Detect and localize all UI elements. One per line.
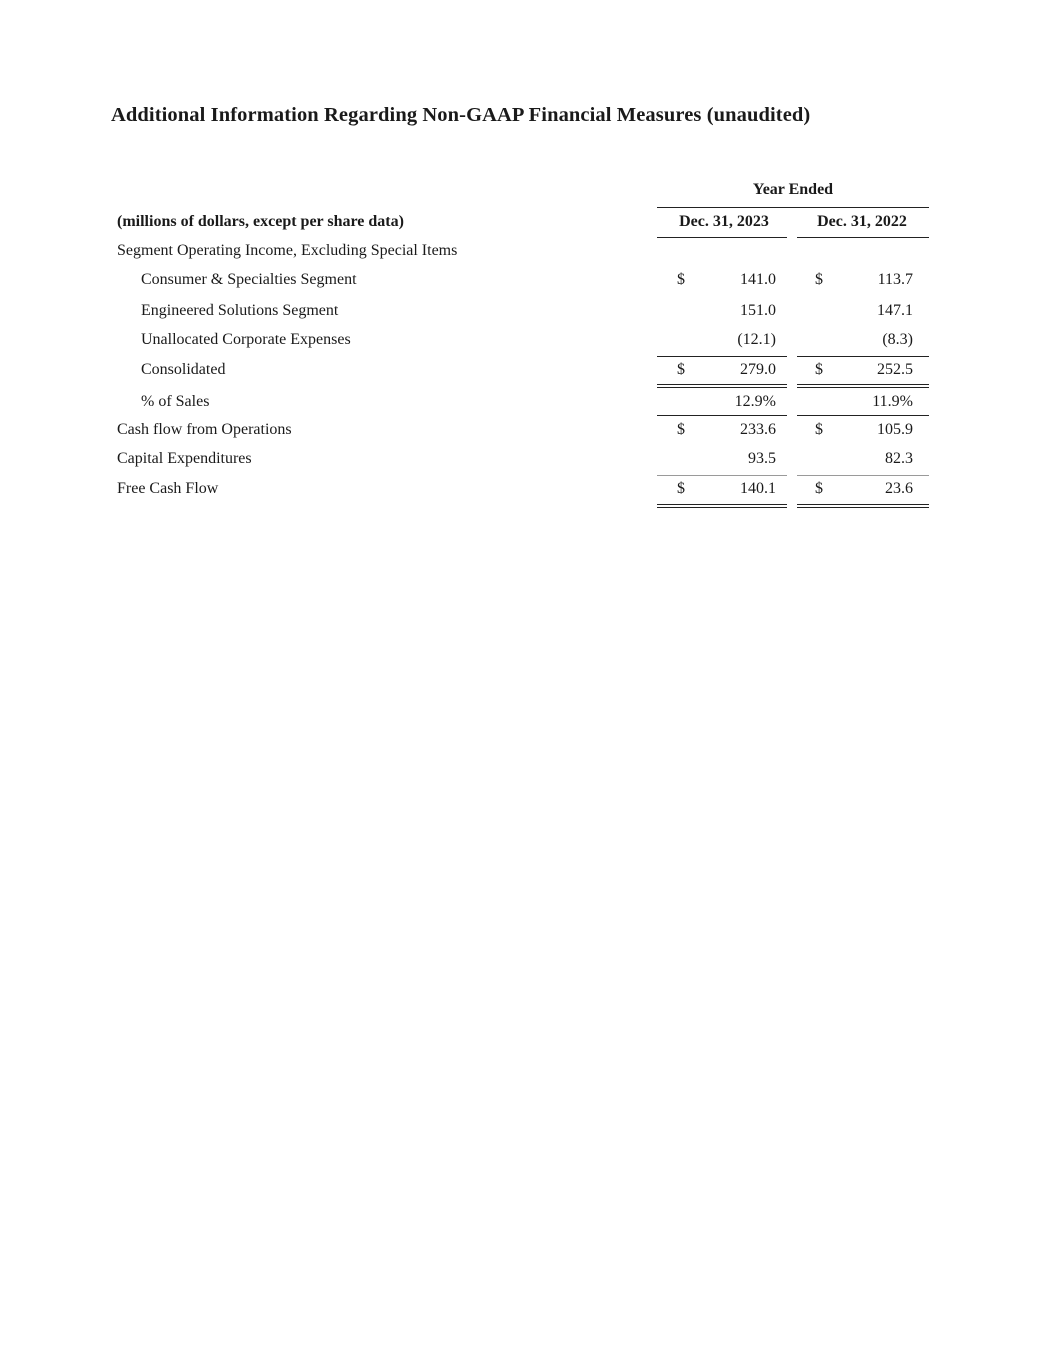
value-2023: 93.5 xyxy=(748,450,776,467)
total-double-rule xyxy=(797,504,929,508)
row-label: Engineered Solutions Segment xyxy=(141,302,339,319)
table-row-segment-operating-income xyxy=(0,242,1040,264)
row-label: Free Cash Flow xyxy=(117,480,219,497)
currency-symbol: $ xyxy=(815,480,823,497)
value-2023: 279.0 xyxy=(740,361,776,378)
table-row-consumer-specialties xyxy=(0,271,1040,293)
row-label: Segment Operating Income, Excluding Special Items xyxy=(117,242,458,259)
row-label: Cash flow from Operations xyxy=(117,421,292,438)
section-rule xyxy=(657,415,787,416)
value-2022: 105.9 xyxy=(877,421,913,438)
value-2023: 151.0 xyxy=(740,302,776,319)
value-2022: 23.6 xyxy=(885,480,913,497)
table-row-percent-of-sales xyxy=(0,393,1040,415)
currency-symbol: $ xyxy=(815,421,823,438)
column-header-rule xyxy=(657,237,787,238)
table-row-free-cash-flow xyxy=(0,480,1040,502)
value-2022: 113.7 xyxy=(877,271,913,288)
row-label: Consumer & Specialties Segment xyxy=(141,271,357,288)
period-header: Year Ended xyxy=(752,181,834,198)
units-label: (millions of dollars, except per share data) xyxy=(117,213,404,230)
value-2022: 11.9% xyxy=(872,393,913,410)
page-title: Additional Information Regarding Non-GAAP Financial Measures (unaudited) xyxy=(111,104,811,126)
currency-symbol: $ xyxy=(815,271,823,288)
value-2023: 140.1 xyxy=(740,480,776,497)
value-2023: (12.1) xyxy=(737,331,776,348)
row-label: Consolidated xyxy=(141,361,226,378)
value-2023: 141.0 xyxy=(740,271,776,288)
value-2022: 82.3 xyxy=(885,450,913,467)
column-header-rule xyxy=(797,237,929,238)
total-double-rule xyxy=(657,504,787,508)
subtotal-rule xyxy=(657,356,787,357)
currency-symbol: $ xyxy=(677,480,685,497)
section-rule xyxy=(797,415,929,416)
total-double-rule xyxy=(657,384,787,388)
period-header-rule xyxy=(657,207,929,208)
currency-symbol: $ xyxy=(677,271,685,288)
column-header-2023: Dec. 31, 2023 xyxy=(679,213,769,230)
table-row-engineered-solutions xyxy=(0,302,1040,324)
row-label: Unallocated Corporate Expenses xyxy=(141,331,351,348)
subtotal-rule xyxy=(797,356,929,357)
table-row-unallocated-corporate xyxy=(0,331,1040,353)
table-row-consolidated xyxy=(0,361,1040,383)
value-2023: 233.6 xyxy=(740,421,776,438)
subtotal-rule xyxy=(657,475,787,476)
table-row-cash-flow-operations xyxy=(0,421,1040,443)
row-label: % of Sales xyxy=(141,393,210,410)
value-2022: (8.3) xyxy=(882,331,913,348)
value-2022: 252.5 xyxy=(877,361,913,378)
row-label: Capital Expenditures xyxy=(117,450,252,467)
currency-symbol: $ xyxy=(677,421,685,438)
value-2022: 147.1 xyxy=(877,302,913,319)
column-header-2022: Dec. 31, 2022 xyxy=(817,213,907,230)
total-double-rule xyxy=(797,384,929,388)
subtotal-rule xyxy=(797,475,929,476)
currency-symbol: $ xyxy=(815,361,823,378)
currency-symbol: $ xyxy=(677,361,685,378)
table-row-capital-expenditures xyxy=(0,450,1040,472)
value-2023: 12.9% xyxy=(734,393,776,410)
